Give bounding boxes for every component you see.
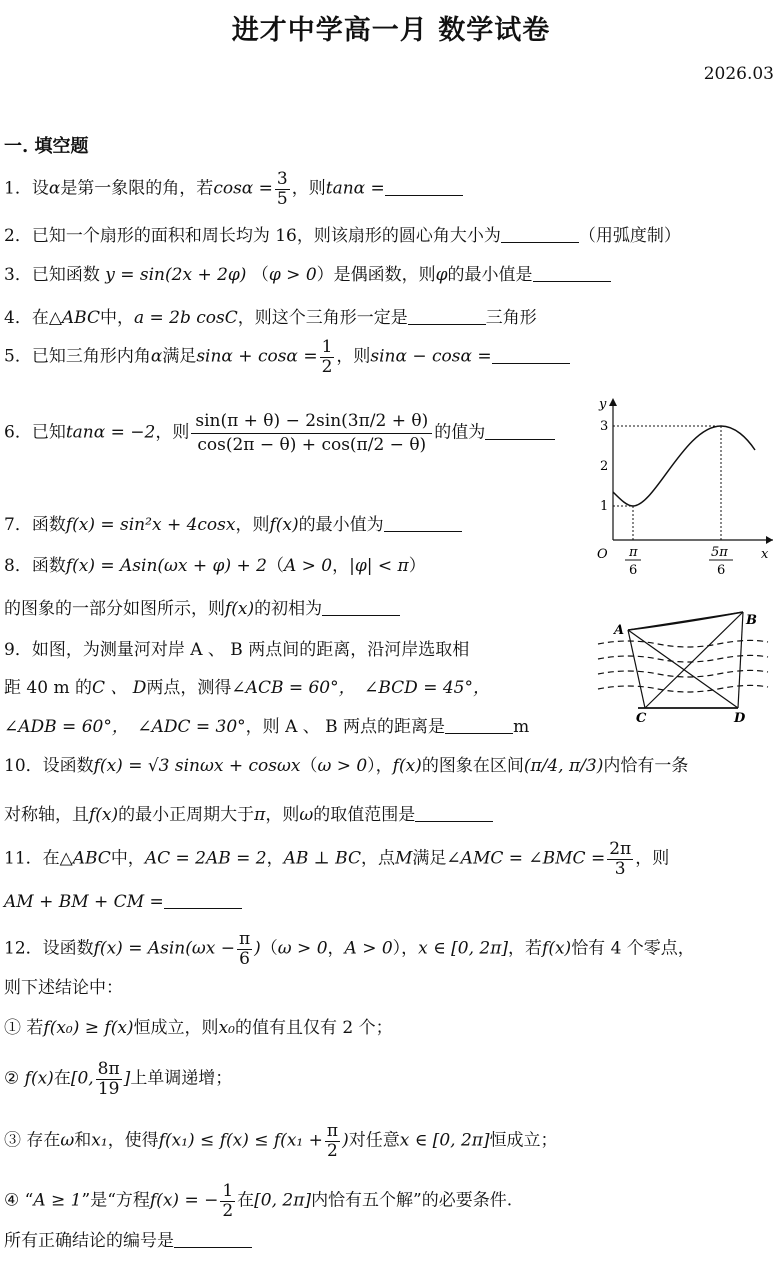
answer-blank-6[interactable]: [485, 422, 555, 440]
answer-blank-11[interactable]: [164, 891, 242, 909]
answer-blank-12[interactable]: [174, 1230, 252, 1248]
question-9-line1: 9．如图，为测量河对岸 A 、 B 两点间的距离，沿河岸选取相: [4, 640, 470, 660]
river-waves: [598, 640, 768, 692]
x-tick-5pi6-num: 5π: [711, 545, 728, 560]
x-tick-pi6-num: π: [629, 545, 638, 560]
point-a-label: A: [614, 623, 625, 638]
x-tick-pi6-den: 6: [629, 563, 638, 578]
point-b-label: B: [746, 613, 757, 628]
answer-blank-2[interactable]: [501, 225, 579, 243]
answer-blank-3[interactable]: [533, 264, 611, 282]
statement-3: ③ 存在ω和x₁，使得f(x₁) ≤ f(x) ≤ f(x₁ + $\frac{\pi}{2}$ )对任意x ∈ [0, 2π]恒成立；: [4, 1121, 558, 1161]
point-c-label: C: [636, 711, 647, 726]
question-12-line2: 则下述结论中：: [4, 978, 123, 998]
question-9-line2: 距 40 m 的C 、 D两点，测得∠ACB = 60°， ∠BCD = 45°，: [4, 678, 490, 698]
answer-blank-9[interactable]: [445, 716, 513, 734]
question-11-line2: AM + BM + CM =: [4, 891, 242, 912]
point-d-label: D: [734, 711, 746, 726]
exam-date: 2026.03: [703, 64, 774, 84]
statement-4: ④ “A ≥ 1”是“方程f(x) = − $\frac{1}{2}$ 在[0, 2π]内恰有五个解”的必要条件.: [4, 1181, 513, 1221]
question-7: 7．函数f(x) = sin²x + 4cosx，则f(x)的最小值为: [4, 514, 462, 535]
x-tick-5pi6-den: 6: [717, 563, 726, 578]
section-title: 一. 填空题: [4, 136, 89, 157]
question-6: 6．已知tanα = −2，则 $\frac{\sin(\pi + \theta) - 2\sin(3\pi/2 + \theta)}{\cos(2\pi - \theta) + \cos(\pi/2 - \theta)}$ 的值为: [4, 410, 555, 456]
question-12-line1: 12．设函数f(x) = Asin(ωx − $\frac{\pi}{6}$ )（ω > 0，A > 0），x ∈ [0, 2π]，若f(x)恰有 4 个零点，: [4, 929, 695, 969]
y-tick-1: 1: [600, 499, 609, 514]
origin-label: O: [597, 547, 608, 562]
y-tick-2: 2: [600, 459, 609, 474]
question-4: 4．在△ABC中，a = 2b cosC，则这个三角形一定是 三角形: [4, 308, 537, 328]
answer-blank-5[interactable]: [492, 346, 570, 364]
y-axis-label: y: [599, 397, 607, 412]
question-1: 1．设α是第一象限的角，若cosα = $\frac{3}{5}$ ，则tanα =: [4, 170, 463, 208]
statement-2: ② f(x)在[0, $\frac{8\pi}{19}$ ]上单调递增；: [4, 1059, 233, 1099]
question-3: 3．已知函数 y = sin(2x + 2φ) （φ > 0）是偶函数，则φ的最小值是: [4, 264, 611, 285]
answer-blank-7[interactable]: [384, 514, 462, 532]
answer-blank-8[interactable]: [322, 598, 400, 616]
y-axis-arrow-icon: [609, 398, 617, 406]
question-2: 2．已知一个扇形的面积和周长均为 16，则该扇形的圆心角大小为 （用弧度制）: [4, 226, 681, 246]
question-10-line2: 对称轴，且f(x)的最小正周期大于π，则ω的取值范围是: [4, 804, 493, 825]
river-figure: [588, 604, 778, 728]
statement-1: ① 若f(x₀) ≥ f(x)恒成立，则x₀的值有且仅有 2 个；: [4, 1018, 393, 1038]
question-9-line3: ∠ADB = 60°， ∠ADC = 30°，则 A 、 B 两点的距离是 m: [4, 717, 530, 737]
measurement-lines: [628, 612, 743, 708]
y-tick-3: 3: [600, 419, 609, 434]
answer-blank-10[interactable]: [415, 804, 493, 822]
question-5: 5．已知三角形内角α满足sinα + cosα = $\frac{1}{2}$ ，则sinα − cosα =: [4, 338, 570, 376]
page-title: 进才中学高一月 数学试卷: [231, 15, 551, 46]
question-8-line2: 的图象的一部分如图所示，则f(x)的初相为: [4, 598, 400, 619]
question-10-line1: 10．设函数f(x) = √3 sinωx + cosωx（ω > 0），f(x)的图象在区间(π/4, π/3)内恰有一条: [4, 756, 689, 776]
function-graph: [585, 390, 777, 590]
x-axis-label: x: [761, 547, 769, 562]
question-8-line1: 8．函数f(x) = Asin(ωx + φ) + 2（A > 0，|φ| < π）: [4, 556, 426, 576]
answer-blank-1[interactable]: [385, 178, 463, 196]
question-11-line1: 11．在△ABC中，AC = 2AB = 2，AB ⊥ BC，点M满足∠AMC = ∠BMC = $\frac{2\pi}{3}$ ，则: [4, 839, 670, 879]
sine-curve: [613, 426, 755, 506]
answer-blank-4[interactable]: [408, 307, 486, 325]
x-axis-arrow-icon: [766, 536, 773, 544]
statement-final: 所有正确结论的编号是: [4, 1230, 252, 1251]
